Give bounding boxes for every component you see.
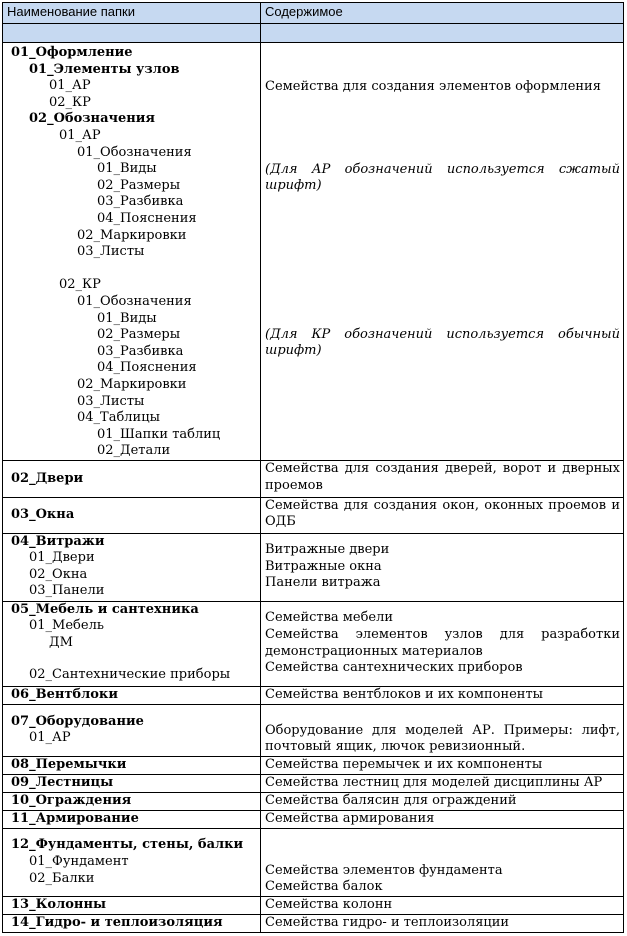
content-cell <box>261 601 624 686</box>
folder-kr-markirovki: 02_Маркировки <box>77 376 187 392</box>
subfolder: 03_Панели <box>29 583 105 599</box>
folder-ar-listy: 03_Листы <box>77 244 145 260</box>
table-row <box>3 461 624 497</box>
content-cell <box>261 896 624 914</box>
content-cell <box>261 43 624 461</box>
folders-table <box>2 2 624 933</box>
folder-01-02: 02_Обозначения <box>29 111 156 127</box>
table-row <box>3 774 624 792</box>
content-line: Семейства мебели <box>265 610 394 626</box>
folder-03: 03_Окна <box>11 506 75 522</box>
folder-kr-shapki: 01_Шапки таблиц <box>97 426 221 442</box>
table-row <box>3 601 624 686</box>
folder-ar-oboz: 01_Обозначения <box>77 144 192 160</box>
content-cell <box>261 792 624 810</box>
content-ar-note-2: шрифт) <box>265 178 322 194</box>
folder-01-01-02: 02_КР <box>49 94 91 110</box>
content-line: Витражные окна <box>265 558 382 574</box>
content-cell <box>261 774 624 792</box>
content-line: Семейства элементов узлов для разработки <box>265 627 620 643</box>
content-line: Семейства балясин для ограждений <box>265 792 517 808</box>
table-row <box>3 914 624 932</box>
subfolder: 02_Окна <box>29 566 88 582</box>
folder-kr-vidy: 01_Виды <box>97 310 157 326</box>
content-line: Семейства перемычек и их компоненты <box>265 756 543 772</box>
folder-02: 02_Двери <box>11 470 84 486</box>
folder-14: 14_Гидро- и теплоизоляция <box>11 914 223 930</box>
folder-13: 13_Колонны <box>11 896 106 912</box>
content-line: Семейства лестниц для моделей дисциплины АР <box>265 774 603 790</box>
content-cell <box>261 461 624 497</box>
content-line: Семейства элементов фундамента <box>265 862 503 878</box>
folder-07: 07_Оборудование <box>11 713 144 729</box>
content-line: почтовый ящик, лючок ревизионный. <box>265 739 526 755</box>
content-line: Витражные двери <box>265 542 390 558</box>
content-oformlenie: Семейства для создания элементов оформления <box>265 79 601 95</box>
content-line: Семейства вентблоков и их компоненты <box>265 686 544 702</box>
folder-ar-razmery: 02_Размеры <box>97 177 181 193</box>
folder-12: 12_Фундаменты, стены, балки <box>11 837 244 853</box>
folder-cell <box>3 461 261 497</box>
subfolder-suffix: ДМ <box>49 634 73 650</box>
folder-ar-vidy: 01_Виды <box>97 161 157 177</box>
folder-08: 08_Перемычки <box>11 756 127 772</box>
folder-ar-markirovki: 02_Маркировки <box>77 227 187 243</box>
subfolder: 01_Фундамент <box>29 854 129 870</box>
table-row <box>3 497 624 533</box>
content-line: Семейства для создания окон, оконных проемов и <box>265 497 620 513</box>
folder-10: 10_Ограждения <box>11 792 132 808</box>
content-line: Панели витража <box>265 575 381 591</box>
content-line: Семейства для создания дверей, ворот и дверных <box>265 461 620 477</box>
table-row <box>3 792 624 810</box>
folder-kr-detali: 02_Детали <box>97 443 171 459</box>
content-cell <box>261 756 624 774</box>
folder-09: 09_Лестницы <box>11 774 114 790</box>
content-cell <box>261 828 624 896</box>
subfolder: 01_Двери <box>29 550 95 566</box>
content-kr-note: (Для КР обозначений используется обычный <box>265 326 620 342</box>
content-line: проемов <box>265 478 323 494</box>
spacer-cell <box>3 24 261 43</box>
folder-kr-poyasneniya: 04_Пояснения <box>97 360 197 376</box>
content-cell <box>261 533 624 601</box>
folder-cell <box>3 43 261 461</box>
folder-cell <box>3 828 261 896</box>
spacer-cell <box>261 24 624 43</box>
table-row <box>3 533 624 601</box>
folder-kr-tablitsy: 04_Таблицы <box>77 410 160 426</box>
table-row <box>3 43 624 461</box>
folder-cell <box>3 497 261 533</box>
subfolder: 02_Балки <box>29 870 95 886</box>
header-content: Содержимое <box>261 3 624 24</box>
table-row <box>3 704 624 756</box>
content-cell <box>261 686 624 704</box>
table-row <box>3 828 624 896</box>
folder-01: 01_Оформление <box>11 45 133 61</box>
folder-kr-oboz: 01_Обозначения <box>77 293 192 309</box>
folder-05: 05_Мебель и сантехника <box>11 601 199 617</box>
subfolder: 01_Мебель <box>29 618 104 634</box>
folder-cell <box>3 533 261 601</box>
folder-ar-razbivka: 03_Разбивка <box>97 194 184 210</box>
content-line: Семейства колонн <box>265 896 393 912</box>
folder-cell <box>3 774 261 792</box>
folder-cell <box>3 914 261 932</box>
content-line: Семейства балок <box>265 879 383 895</box>
content-cell <box>261 704 624 756</box>
table-header-row <box>3 3 624 24</box>
folder-11: 11_Армирование <box>11 810 139 826</box>
folder-01-02-01: 01_АР <box>59 128 101 143</box>
folder-cell <box>3 792 261 810</box>
folder-ar-poyasneniya: 04_Пояснения <box>97 210 197 226</box>
content-cell <box>261 810 624 828</box>
content-cell <box>261 497 624 533</box>
content-line: ОДБ <box>265 514 296 530</box>
content-kr-note-2: шрифт) <box>265 343 322 359</box>
folder-kr-listy: 03_Листы <box>77 393 145 409</box>
content-ar-note: (Для АР обозначений используется сжатый <box>265 161 620 177</box>
table-row <box>3 810 624 828</box>
folder-cell <box>3 601 261 686</box>
table-row <box>3 686 624 704</box>
content-cell <box>261 914 624 932</box>
folder-cell <box>3 756 261 774</box>
blue-spacer-row <box>3 24 624 43</box>
folder-kr-razbivka: 03_Разбивка <box>97 343 184 359</box>
content-line: Семейства сантехнических приборов <box>265 660 523 676</box>
folder-cell <box>3 686 261 704</box>
folder-04: 04_Витражи <box>11 533 105 549</box>
content-line: Семейства армирования <box>265 810 435 826</box>
subfolder: 02_Сантехнические приборы <box>29 667 231 683</box>
folder-01-02-02: 02_КР <box>59 277 101 293</box>
folder-01-01-01: 01_АР <box>49 78 91 94</box>
folder-06: 06_Вентблоки <box>11 686 118 702</box>
folder-cell <box>3 896 261 914</box>
folder-01-01: 01_Элементы узлов <box>29 61 180 77</box>
content-line: Семейства гидро- и теплоизоляции <box>265 914 510 930</box>
table-row <box>3 896 624 914</box>
subfolder: 01_АР <box>29 730 71 746</box>
folder-kr-razmery: 02_Размеры <box>97 327 181 343</box>
content-line: демонстрационных материалов <box>265 643 483 659</box>
table-row <box>3 756 624 774</box>
folder-cell <box>3 810 261 828</box>
header-folder-name: Наименование папки <box>3 3 261 24</box>
content-line: Оборудование для моделей АР. Примеры: лифт, <box>265 722 620 738</box>
folder-cell <box>3 704 261 756</box>
